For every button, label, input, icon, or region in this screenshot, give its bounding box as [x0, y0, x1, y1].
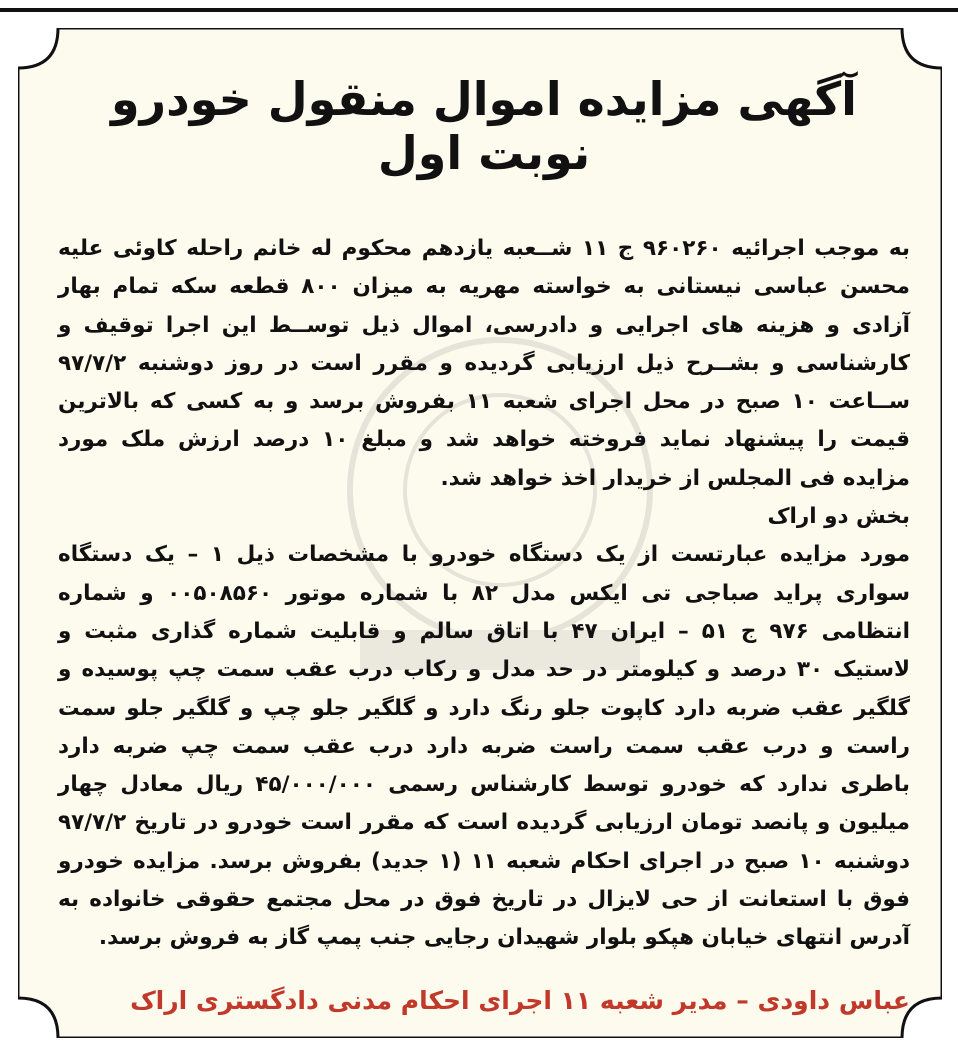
notice-paragraph-1: به موجب اجرائیه ۹۶۰۲۶۰ ج ۱۱ شــعبه یازدهم محکوم له خانم راحله کاوئی علیه محسن عباسی نیستانی به خواسته مهریه به میزان ۸۰۰ قطعه سکه تمام بهار آزادی و هزینه های اجرایی و دادرسی، اموال ذیل توســط این اجرا توقیف و کارشناسی و بشــرح ذیل ارزیابی گردیده و مقرر است در روز دوشنبه ۹۷/۷/۲ ســاعت ۱۰ صبح در محل اجرای شعبه ۱۱ بفروش برسد و به کسی که بالاترین قیمت را پیشنهاد نماید فروخته خواهد شد و مبلغ ۱۰ درصد ارزش ملک مورد مزایده فی المجلس از خریدار اخذ خواهد شد.: [58, 236, 910, 491]
notice-content: [58, 62, 910, 1015]
signature: عباس داودی – مدیر شعبه ۱۱ اجرای احکام مدنی دادگستری اراک: [130, 985, 910, 1015]
notice-title: آگهی مزایده اموال منقول خودرو نوبت اول: [111, 72, 857, 180]
top-rule: [0, 8, 958, 12]
notice-paragraph-2: مورد مزایده عبارتست از یک دستگاه خودرو با مشخصات ذیل ۱ – یک دستگاه سواری پراید صباجی تی ایکس مدل ۸۲ با شماره موتور ۰۰۵۰۸۵۶۰ و شماره انتظامی ۹۷۶ ج ۵۱ – ایران ۴۷ با اتاق سالم و قابلیت شماره گذاری مثبت و لاستیک ۳۰ درصد و کیلومتر در حد مدل و رکاب درب عقب سمت چپ پوسیده و گلگیر عقب ضربه دارد کاپوت جلو رنگ دارد و گلگیر جلو چپ و گلگیر جلو سمت راست و درب عقب سمت راست ضربه دارد درب عقب سمت چپ ضربه دارد باطری ندارد که خودرو توسط کارشناس رسمی ۴۵/۰۰۰/۰۰۰ ریال معادل چهار میلیون و پانصد تومان ارزیابی گردیده است که مقرر است خودرو در تاریخ ۹۷/۷/۲ دوشنبه ۱۰ صبح در اجرای احکام شعبه ۱۱ (۱ جدید) بفروش برسد. مزایده خودرو فوق با استعانت از حی لایزال در تاریخ فوق در محل مجتمع حقوقی خانواده به آدرس انتهای خیابان هپکو بلوار شهیدان رجایی جنب پمپ گاز به فروش برسد.: [58, 542, 911, 951]
section-heading: بخش دو اراک: [767, 504, 910, 530]
